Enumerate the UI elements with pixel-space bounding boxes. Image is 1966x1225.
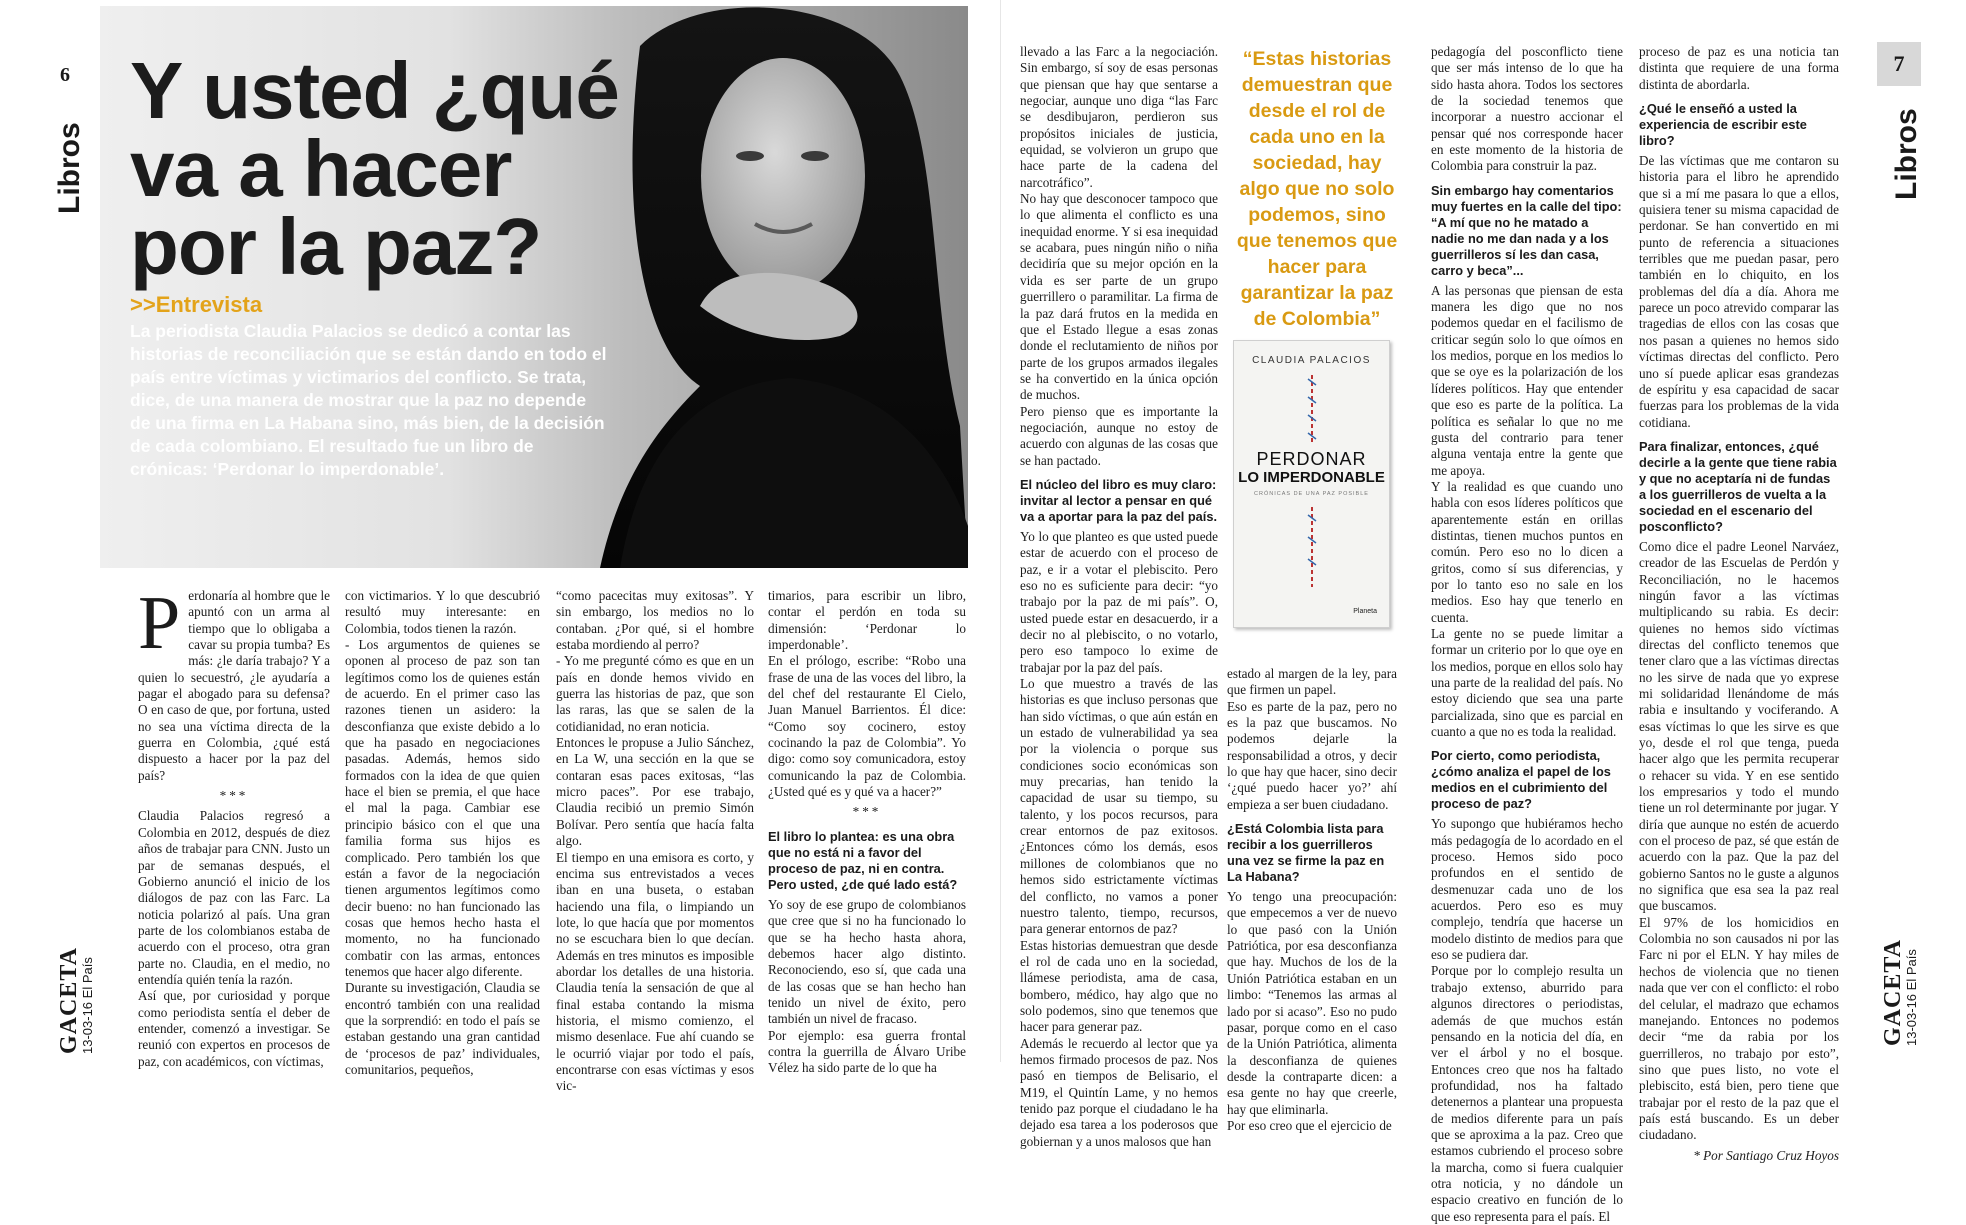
paragraph: El 97% de los homicidios en Colombia no son causados ni por las Farc ni por el ELN. Y hay miles de hechos de violencia que no tienen nada que ver con el conflicto: el robo del celular, el madrazo que echamos manejando. Entonces no podemos decir “me da rabia por los guerrilleros, no trabajo por esto”, sino que pues listo, no vote el plebiscito, está bien, pero tiene que trabajar por el resto de la paz que el país está buscando. Es un deber ciudadano. [1639, 914, 1839, 1143]
paragraph: Estas historias demuestran que desde el rol de cada uno en la sociedad, llámese periodista, ama de casa, bombero, médico, hay algo que no solo podemos, sino que tenemos que hacer para generar paz. [1020, 937, 1218, 1035]
article-column-2 [345, 588, 540, 1078]
paragraph: Como dice el padre Leonel Narváez, creador de las Escuelas de Perdón y Reconciliación, no le hacemos ningún favor a las víctimas multiplicando su rabia. Es decir: quienes no hemos sido víctimas directas del conflicto tenemos que tener claro que a las víctimas directas no les sirve de nada que yo exprese mi solidaridad llenándome de más rabia e insultando y vociferando. A esas víctimas lo que les sirve es que yo, desde el rol que tenga, pueda hacer algo que les permita recuperar o rehacer su vida. Y en ese sentido los empresarios y todo el mundo tiene un rol determinante por jugar. Y diría que aunque no estén de acuerdo con el proceso de paz, sé que están de acuerdo con la paz. Que la paz del gobierno Santos no le guste a algunos no significa que esa sea la paz real que buscamos. [1639, 538, 1839, 914]
paragraph: proceso de paz es una noticia tan distinta que requiere de una forma distinta de abordarla. [1639, 44, 1839, 92]
article-column-8 [1639, 44, 1839, 1164]
edition-line-right: 13-03-16 El País [1904, 949, 1919, 1046]
interview-question: El núcleo del libro es muy claro: invitar al lector a pensar en qué va a aportar para la paz del país. [1020, 476, 1218, 524]
headline [130, 46, 619, 291]
publication-name-left: GACETA [56, 947, 82, 1054]
page-number-right: 7 [1877, 42, 1921, 86]
paragraph: pedagogía del posconflicto tiene que ser más intenso de lo que ha sido hasta ahora. Todos los sectores de la sociedad tenemos que incorporar a nuestro accionar el pensar qué nos corresponde hacer en este momento de la historia de Colombia para construir la paz. [1431, 44, 1623, 174]
article-column-3 [556, 588, 754, 1095]
paragraph: Pero pienso que es importante la negociación, aunque no estoy de acuerdo con algunas de las cosas que se han pactado. [1020, 403, 1218, 468]
page-number-left: 6 [60, 64, 70, 86]
byline: * Por Santiago Cruz Hoyos [1693, 1147, 1839, 1163]
paragraph: Por eso creo que el ejercicio de [1227, 1117, 1392, 1133]
book-subtitle: CRÓNICAS DE UNA PAZ POSIBLE [1254, 491, 1369, 497]
paragraph: estado al margen de la ley, para que firmen un papel. [1227, 666, 1397, 698]
paragraph: Yo lo que planteo es que usted puede estar de acuerdo con el proceso de paz, e ir a votar el plebiscito. Pero eso no es suficiente para decir: “yo trabajo por la paz de mi país”. O, usted puede estar en desacuerdo, ir a decir no al plebiscito, o no votarlo, pero eso tampoco lo exime de trabajar por la paz del país. [1020, 528, 1218, 675]
paragraph: La gente no se puede limitar a formar un criterio por lo que oye en los medios, porque en ellos solo hay una parte de la realidad del país. No estoy diciendo que sea una parte parcializada, sino que es parcial en cuanto a que no es toda la realidad. [1431, 625, 1623, 740]
kicker: >>Entrevista [130, 292, 263, 317]
book-publisher: Planeta [1353, 608, 1377, 615]
book-title-line-2: LO IMPERDONABLE [1238, 469, 1385, 486]
section-separator: *** [219, 788, 249, 804]
page-gutter [1000, 0, 1001, 1062]
interview-question: ¿Está Colombia lista para recibir a los guerrilleros una vez se firme la paz en La Habana? [1227, 821, 1385, 885]
paragraph: Durante su investigación, Claudia se encontró también con una realidad que la sorprendió: en todo el país se estaban gestando una gran cantidad de ‘procesos de paz’ individuales, comunitarios, pequeños, [345, 980, 540, 1077]
interview-question: Por cierto, como periodista, ¿cómo analiza el papel de los medios en el cubrimiento del proceso de paz? [1431, 748, 1611, 812]
publication-name-right: GACETA [1880, 939, 1906, 1046]
deck: La periodista Claudia Palacios se dedicó a contar las historias de reconciliación que se están dando en todo el país entre víctimas y victimarios del conflicto. Se trata, dice, de una manera de mostrar que la paz no depende de una firma en La Habana sino, más bien, de la decisión de cada colombiano. El resultado fue un libro de crónicas: ‘Perdonar lo imperdonable’. [130, 321, 607, 479]
paragraph: De las víctimas que me contaron su historia para el libro he aprendido que si a mí me pasara lo que a ellos, quisiera tener su misma capacidad de perdonar. Se han convertido en mi punto de referencia a situaciones terribles que me puedan pasar, pero también en lo chiquito, en los problemas del día a día. Ahora me parece un poco atrevido comparar las tragedias de ellos con las cosas que nos pasan a quienes no hemos sido víctimas directas del conflicto. Pero uno sí puede aplicar esas grandezas de espíritu y esa capacidad de sacar fuerzas para los problemas de la vida cotidiana. [1639, 153, 1839, 430]
paragraph: llevado a las Farc a la negociación. Sin embargo, sí soy de esas personas que piensan que hay que sentarse a negociar, aunque uno diga “las Farc se desdibujaron, perdieron sus propósitos iniciales de justicia, equidad, se volvieron un grupo que hace parte de la cadena del narcotráfico”. [1020, 44, 1218, 190]
section-separator: *** [852, 804, 882, 820]
article-column-1 [138, 581, 330, 1070]
headline-line-2: va a hacer [130, 124, 512, 213]
article-column-4 [768, 588, 966, 1077]
interview-question: Para finalizar, entonces, ¿qué decirle a la gente que tiene rabia y que no aceptaría ni de fundas a los guerrilleros de vuelta a la sociedad en el escenario del posconflicto? [1639, 438, 1837, 534]
section-label-left: Libros [53, 122, 86, 214]
paragraph: El tiempo en una emisora es corto, y encima sus entrevistados a veces iban en una buseta, o estaban haciendo una fila, o limpiando un lote, lo que hacía que por momentos no se escuchara bien lo que decían. Además en tres minutos es imposible abordar los detalles de una historia. Claudia tenía la sensación de que al final estaba contando la misma historia, el mismo comienzo, el mismo desenlace. Fue ahí cuando se le ocurrió viajar por todo el país, encontrarse con esas víctimas y esos vic- [556, 849, 754, 1094]
paragraph: “como pacecitas muy exitosas”. Y sin embargo, los medios no lo contaban. ¿Por qué, si el hombre estaba mordiendo al perro? [556, 588, 754, 653]
paragraph: Yo tengo una preocupación: que empecemos a ver de nuevo lo que pasó con la Unión Patriótica, por esa desconfianza que hay. Muchos de los de la Unión Patriótica estaban en un limbo: “Tenemos las armas al lado por si acaso”. Eso no pudo pasar, porque como en el caso de la Unión Patriótica, alimenta la desconfianza de quienes desde la contraparte dicen: a esa gente no hay que creerle, hay que eliminarla. [1227, 889, 1397, 1117]
paragraph: con victimarios. Y lo que descubrió resultó muy interesante: en Colombia, todos tienen la razón. [345, 588, 540, 636]
paragraph: erdonaría al hombre que le apuntó con un arma al tiempo que lo obligaba a cavar su propia tumba? Es más: ¿le daría trabajo? Y a quien lo secuestró, ¿le ayudaría a pagar el abogado para su defensa? O en caso de que, por fortuna, usted no sea una víctima directa de la guerra en Colombia, ¿qué está dispuesto a hacer por la paz del país? [138, 588, 330, 783]
paragraph: En el prólogo, escribe: “Robo una frase de una de las voces del libro, la del chef del restaurante El Cielo, Juan Manuel Barrientos. Él dice: “Como soy cocinero, estoy cocinando la paz de Colombia”. Yo digo: como soy comunicadora, estoy comunicando la paz de Colombia. ¿Usted qué es y qué va a hacer?” [768, 653, 966, 800]
interview-question: El libro lo plantea: es una obra que no está ni a favor del proceso de paz, ni en contra. Pero usted, ¿de qué lado está? [768, 828, 958, 892]
book-stitch-graphic-lower [1306, 507, 1318, 587]
paragraph: Entonces le propuse a Julio Sánchez, en La W, una sección en la que se contaran esas paces exitosas, “las micro paces”. Por ese trabajo, Claudia recibió un premio Simón Bolívar. Pero sentía que hacía falta algo. [556, 735, 754, 849]
headline-line-3: por la paz? [130, 202, 542, 291]
paragraph: Así que, por curiosidad y porque como periodista sentía el deber de entender, comenzó a investigar. Se reunió con expertos en procesos de paz, con académicos, con víctimas, [138, 988, 330, 1069]
paragraph: - Yo me pregunté cómo es que en un país en donde hemos vivido en guerra las historias de paz, que son las raras, las que se salen de la cotidianidad, no eran noticia. [556, 653, 754, 734]
paragraph: A las personas que piensan de esta manera les digo que no nos podemos quedar en el facilismo de criticar según solo lo que oímos en los medios, porque en los medios lo que se oye es la polarización de los líderes políticos. Hay que entender que eso es parte de la política. La política es señalar lo que no me gusta del contrario para tener alguna ventaja entre la gente que me apoya. [1431, 282, 1623, 478]
drop-cap: P [138, 581, 181, 665]
book-title-line-1: PERDONAR [1256, 449, 1367, 469]
paragraph: - Los argumentos de quienes se oponen al proceso de paz son tan legítimos como los de quienes están de acuerdo. En el primer caso las razones tienen un asidero: la desconfianza que existe debido a lo que ha pasado en negociaciones pasadas. Además, hemos sido formados con la idea de que quien hace el bien se premia, el que hace el mal la paga. Cambiar ese principio básico con el que una familia forma sus hijos es complicado. Pero también los que están a favor de la negociación tienen argumentos legítimos como decir bueno: no han funcionado las cosas que hemos hecho hasta el momento, no ha funcionado combatir con las armas, entonces tenemos que hacer algo diferente. [345, 637, 540, 979]
paragraph: Además le recuerdo al lector que ya hemos firmado procesos de paz. Nos pasó en tiempos de Belisario, el M19, el Quintín Lame, y no hemos tenido paz porque el ciudadano le ha dejado esa tarea a los poderosos que gobiernan y a unos malosos que han [1020, 1035, 1218, 1149]
pull-quote: “Estas historias demuestran que desde el rol de cada uno en la sociedad, hay algo que no solo podemos, sino que tenemos que hacer para garantizar la paz de Colombia” [1236, 48, 1398, 330]
paragraph: Yo supongo que hubiéramos hecho más pedagogía de lo acordado en el proceso. Hemos sido poco profundos en el sentido de desmenuzar cada uno de los acuerdos. Pero eso es muy complejo, tendría que hacerse un modelo distinto de medios para que eso se pudiera dar. [1431, 816, 1623, 963]
article-column-6 [1227, 666, 1397, 1134]
book-stitch-graphic [1306, 375, 1318, 445]
article-column-5 [1020, 44, 1218, 1150]
paragraph: No hay que desconocer tampoco que lo que alimenta el conflicto es una inequidad enorme. Y si esa inequidad se acabara, pues ningún niño o niña decidiría que su mejor opción en la vida es ser parte de un grupo guerrillero o paramilitar. La firma de la paz dará frutos en la medida en que el Estado llegue a esas zonas donde el reclutamiento de niños por parte de los grupos armados ilegales se ha convertido en la única opción de muchos. [1020, 191, 1218, 403]
interview-question: ¿Qué le enseñó a usted la experiencia de escribir este libro? [1639, 101, 1807, 149]
headline-line-1: Y usted ¿qué [130, 46, 619, 135]
book-author: CLAUDIA PALACIOS [1252, 355, 1371, 366]
edition-line-left: 13-03-16 El País [80, 957, 95, 1054]
paragraph: timarios, para escribir un libro, contar el perdón en toda su dimensión: ‘Perdonar lo imperdonable’. [768, 588, 966, 653]
hero-photo-block [100, 6, 968, 568]
article-column-7 [1431, 44, 1623, 1225]
paragraph: Yo soy de ese grupo de colombianos que cree que si no ha funcionado lo que se ha hecho hasta ahora, debemos hacer algo distinto. Reconociendo, eso sí, que cada una de las cosas que se han hecho han tenido un nivel de éxito, pero también un nivel de fracaso. [768, 896, 966, 1027]
paragraph: Lo que muestro a través de las historias es que incluso personas que han sido víctimas, o que aún están en un estado de vulnerabilidad ya sea por la violencia o porque sus condiciones socio económicas son muy precarias, han tenido la capacidad de usar su tiempo, su talento, y los pocos recursos, para crear entornos de paz exitosos. ¿Entonces cómo los demás, esos millones de colombianos que no hemos sido estrictamente víctimas del conflicto, no vamos a poner nuestro talento, tiempo, recursos, para generar entornos de paz? [1020, 676, 1218, 937]
book-cover [1233, 340, 1390, 628]
paragraph: Claudia Palacios regresó a Colombia en 2012, después de diez años de trabajar para CNN. Justo un par de semanas después, el Gobierno anunció el inicio de los diálogos de paz con las Farc. La noticia polarizó al país. Una gran parte de los colombianos estaba de acuerdo con el proceso, otra gran parte no. Claudia, en el medio, no entendía quién tenía la razón. [138, 808, 330, 987]
paragraph: Porque por lo complejo resulta un trabajo extenso, aburrido para algunos directores o periodistas, además de que muchos están pensando en la noticia del día, en ver el árbol y no el bosque. Entonces creo que nos ha faltado profundidad, nos ha faltado detenernos a plantear una propuesta de medios diferente para un país que se aproxima a la paz. Creo que estamos cubriendo el proceso sobre la marcha, como si fuera cualquier otra noticia, y no dándole un espacio creativo en función de lo que eso representa para el país. El [1431, 963, 1623, 1224]
paragraph: Por ejemplo: esa guerra frontal contra la guerrilla de Álvaro Uribe Vélez ha sido parte de lo que ha [768, 1027, 966, 1076]
interview-question: Sin embargo hay comentarios muy fuertes en la calle del tipo: “A mí que no he matado a nadie no me dan nada y a los guerrilleros sí les dan casa, carro y beca”... [1431, 182, 1622, 278]
paragraph: Y la realidad es que cuando uno habla con esos líderes políticos que aparentemente están en orillas distintas, tienen muchos puntos en común. Pero eso no lo dicen a gritos, como sí sus diferencias, y por lo tanto eso no sale en los medios. Eso hay que tenerlo en cuenta. [1431, 478, 1623, 625]
paragraph: Eso es parte de la paz, pero no es la paz que buscamos. No podemos dejarle la responsabilidad a otros, y decir lo que hay que hacer, sino decir ‘¿qué puedo hacer yo?’ ahí empieza a ser buen ciudadano. [1227, 698, 1397, 812]
section-label-right: Libros [1890, 108, 1923, 200]
